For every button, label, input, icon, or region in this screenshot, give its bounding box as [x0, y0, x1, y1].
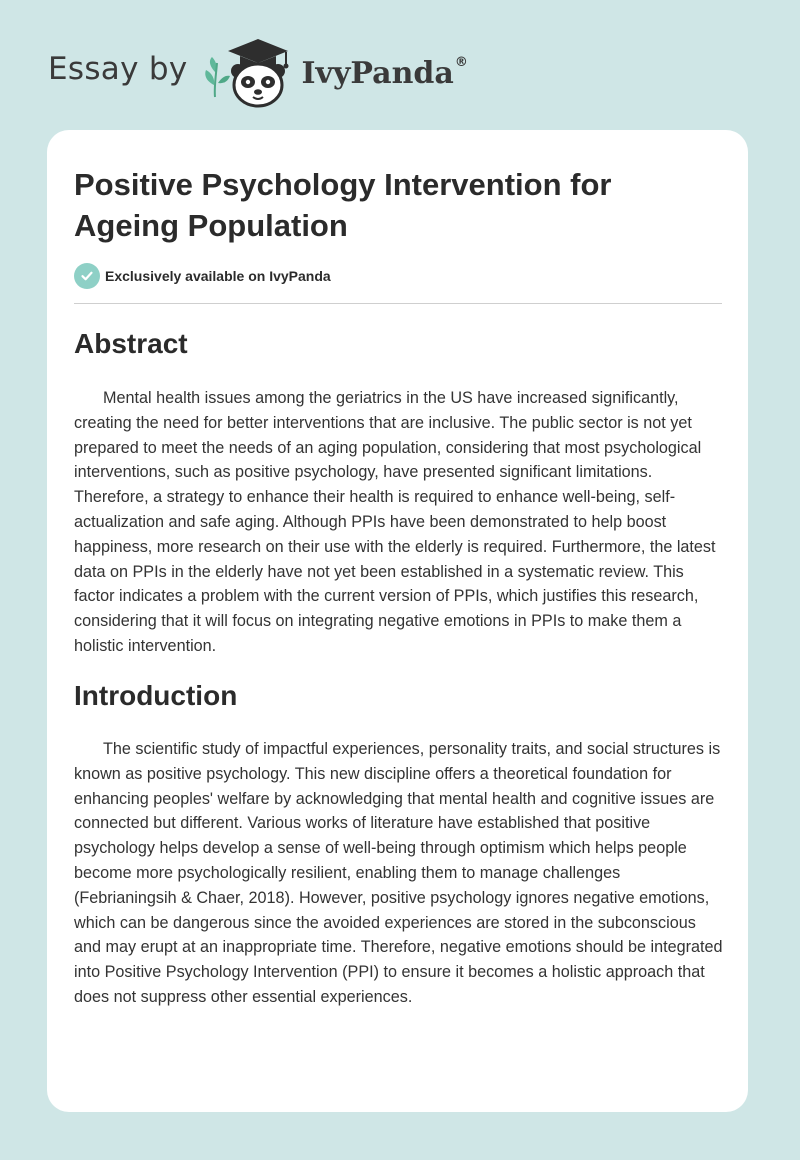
essay-card: [47, 130, 748, 1112]
exclusive-badge: [74, 263, 331, 289]
exclusive-label: Exclusively available on IvyPanda: [105, 268, 331, 284]
brand-prefix: Essay by: [48, 51, 188, 87]
panda-face-icon: [231, 64, 285, 106]
section-heading-abstract: Abstract: [74, 328, 188, 359]
registered-mark: ®: [454, 54, 468, 70]
site-header: [48, 36, 468, 108]
divider: [74, 303, 722, 304]
brand-name[interactable]: IvyPanda®: [301, 54, 468, 91]
checkmark-icon: [74, 263, 100, 289]
leaf-icon: [205, 57, 230, 97]
section-heading-introduction: Introduction: [74, 680, 238, 711]
section-body-introduction: The scientific study of impactful experiences, personality traits, and social structures is known as positive psychology. This new discipline offers a theoretical foundation for enhancing peoples' welfare by acknowledging that mental health and cognitive issues are connected but different. Various works of literature have established that positive psychology helps develop a sense of well-being through optimism which helps people become more psychologically resilient, enabling them to manage challenges (Febrianingsih & Chaer, 2018). However, positive psychology ignores negative emotions, which can be dangerous since the avoided experiences are stored in the subconscious and may erupt at an inappropriate time. Therefore, negative emotions should be integrated into Positive Psychology Intervention (PPI) to ensure it becomes a holistic approach that does not suppress other essential experiences.: [74, 740, 723, 1006]
panda-graduate-logo-icon[interactable]: [202, 35, 294, 109]
page-title: Positive Psychology Intervention for Ageing Population: [74, 167, 612, 243]
section-body-abstract: Mental health issues among the geriatrics in the US have increased significantly, creating the need for better interventions that are inclusive. The public sector is not yet prepared to meet the needs of an aging population, considering that most psychological interventions, such as positive psychology, have presented significant limitations. Therefore, a strategy to enhance their health is required to enhance well-being, self-actualization and safe aging. Although PPIs have been demonstrated to help boost happiness, more research on their use with the elderly is required. Furthermore, the latest data on PPIs in the elderly have not yet been established in a systematic review. This factor indicates a problem with the current version of PPIs, which justifies this research, considering that it will focus on integrating negative emotions in PPIs to make them a holistic intervention.: [74, 389, 716, 655]
